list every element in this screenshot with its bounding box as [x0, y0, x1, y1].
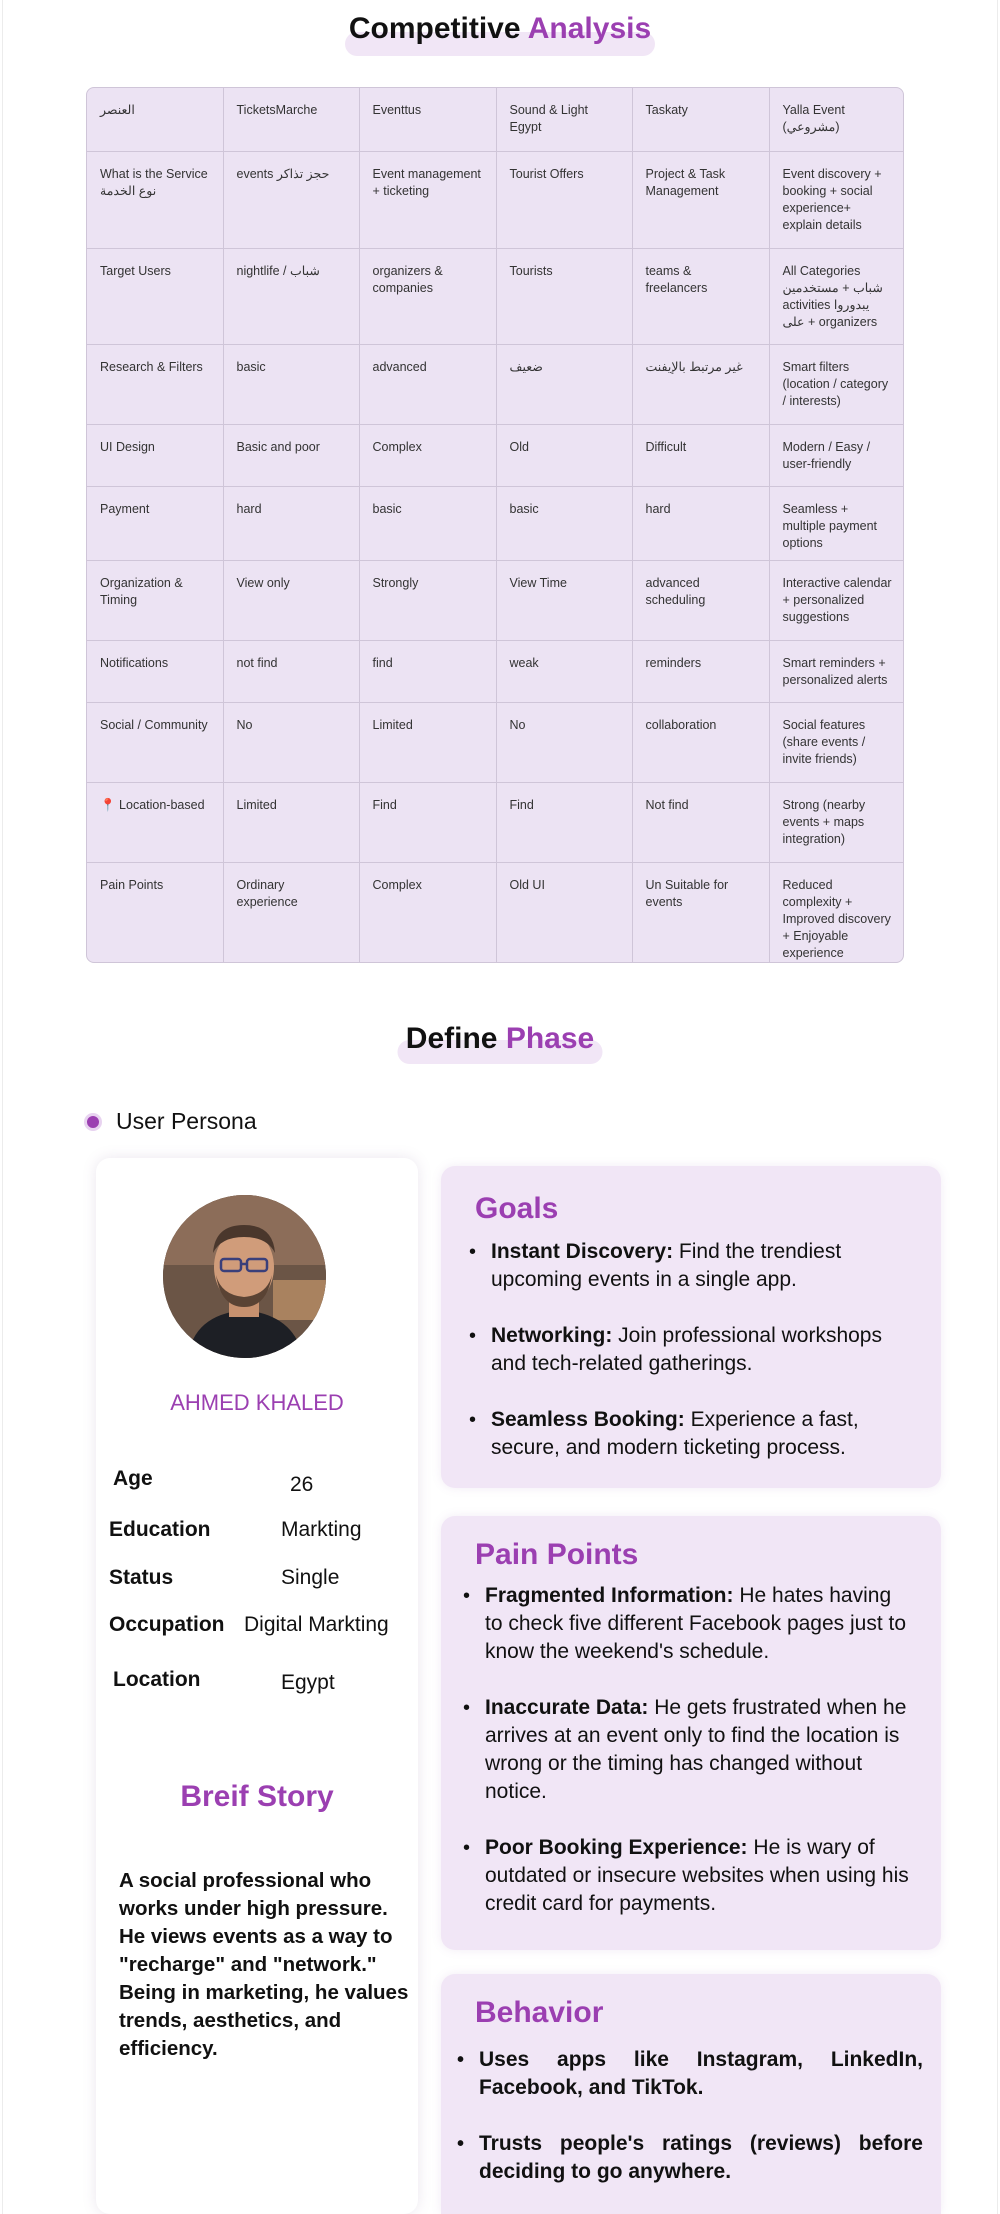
table-cell: Tourist Offers — [496, 151, 632, 248]
list-item: • Trusts people's ratings (reviews) before deciding to go anywhere. — [457, 2130, 923, 2186]
define-phase-title — [0, 1022, 1000, 1056]
avatar-portrait — [163, 1195, 326, 1358]
table-row-label: Pain Points — [87, 862, 223, 963]
list-item — [463, 1834, 913, 1918]
table-cell: Old — [496, 424, 632, 486]
table-row-label: UI Design — [87, 424, 223, 486]
table-cell: Event management + ticketing — [359, 151, 496, 248]
table-cell: Ordinary experience — [223, 862, 359, 963]
table-cell: Seamless + multiple payment options — [769, 486, 904, 560]
table-cell: Smart filters (location / category / interests) — [769, 344, 904, 424]
pain-item-bold: Inaccurate Data: — [485, 1696, 649, 1719]
list-item — [469, 1238, 909, 1294]
competitive-table — [86, 87, 904, 963]
title-word-analysis: Analysis — [527, 12, 652, 45]
goal-item-bold: Seamless Booking: — [491, 1408, 685, 1431]
brief-story-title: Breif Story — [180, 1780, 334, 1813]
table-cell: ضعيف — [496, 344, 632, 424]
table-row — [87, 248, 904, 344]
goals-title: Goals — [475, 1192, 559, 1225]
table-row-label: Organization & Timing — [87, 560, 223, 640]
table-cell: Limited — [359, 702, 496, 782]
table-row — [87, 782, 904, 862]
table-cell: View Time — [496, 560, 632, 640]
persona-name: AHMED KHALED — [170, 1390, 344, 1415]
table-cell: No — [496, 702, 632, 782]
table-cell: organizers & companies — [359, 248, 496, 344]
table-cell: Difficult — [632, 424, 769, 486]
table-cell: find — [359, 640, 496, 702]
user-persona-heading — [84, 1108, 257, 1135]
table-row-label: 📍 Location-based — [87, 782, 223, 862]
behavior-list — [457, 2046, 923, 2186]
table-cell: Basic and poor — [223, 424, 359, 486]
age-label: Age — [113, 1467, 153, 1490]
table-cell: Strong (nearby events + maps integration) — [769, 782, 904, 862]
competitive-analysis-title — [0, 12, 1000, 46]
table-header-cell: Yalla Event (مشروعي) — [769, 88, 904, 151]
table-header-cell: العنصر — [87, 88, 223, 151]
pain-points-list — [463, 1582, 913, 1918]
table-cell: Tourists — [496, 248, 632, 344]
list-item — [469, 1406, 909, 1462]
table-cell: Smart reminders + personalized alerts — [769, 640, 904, 702]
pain-item-bold: Poor Booking Experience: — [485, 1836, 748, 1859]
table-cell: Find — [496, 782, 632, 862]
table-cell: All Categories شباب + مستخدمين activities يبدوروا على + organizers — [769, 248, 904, 344]
table-header-cell: Taskaty — [632, 88, 769, 151]
avatar — [163, 1195, 326, 1358]
occupation-label: Occupation — [109, 1613, 225, 1636]
table-row-label: Payment — [87, 486, 223, 560]
goal-item-bold: Instant Discovery: — [491, 1240, 674, 1263]
table-cell: Not find — [632, 782, 769, 862]
table-cell: Modern / Easy / user-friendly — [769, 424, 904, 486]
table-cell: Un Suitable for events — [632, 862, 769, 963]
table-header-cell: Eventtus — [359, 88, 496, 151]
table-cell: nightlife / شباب — [223, 248, 359, 344]
table-cell: Event discovery + booking + social experience+ explain details — [769, 151, 904, 248]
user-persona-label: User Persona — [116, 1108, 257, 1134]
title-word-define: Define — [405, 1022, 506, 1055]
brief-story-text: A social professional who works under high pressure. He views events as a way to "recharge" and "network." Being in marketing, he values trends, aesthetics, and efficiency. — [119, 1869, 409, 2060]
table-row — [87, 862, 904, 963]
table-row-label: Social / Community — [87, 702, 223, 782]
table-row — [87, 424, 904, 486]
table-cell: Interactive calendar + personalized suggestions — [769, 560, 904, 640]
table-row — [87, 640, 904, 702]
table-cell: hard — [223, 486, 359, 560]
table-cell: basic — [496, 486, 632, 560]
table-cell: hard — [632, 486, 769, 560]
location-value: Egypt — [281, 1671, 335, 1694]
table-cell: advanced — [359, 344, 496, 424]
table-header-row — [87, 88, 904, 151]
table-cell: Project & Task Management — [632, 151, 769, 248]
list-item — [463, 1694, 913, 1806]
table-cell: Reduced complexity + Improved discovery + Enjoyable experience — [782, 877, 891, 960]
table-cell: not find — [223, 640, 359, 702]
pain-item-text: He gets frustrated when he arrives at an event only to find the location is wrong or the timing has changed without notice. — [485, 1696, 907, 1803]
bullet-dot-icon — [84, 1113, 102, 1131]
education-value: Markting — [281, 1518, 362, 1541]
table-header-cell: Sound & Light Egypt — [496, 88, 632, 151]
table-cell: events حجز تذاكر — [223, 151, 359, 248]
pain-item-bold: Fragmented Information: — [485, 1584, 734, 1607]
table-cell: View only — [223, 560, 359, 640]
table-row — [87, 486, 904, 560]
table-row — [87, 702, 904, 782]
table-cell: Strongly — [359, 560, 496, 640]
table-cell: advanced scheduling — [632, 560, 769, 640]
table-cell: Find — [359, 782, 496, 862]
goal-item-bold: Networking: — [491, 1324, 613, 1347]
pain-item-text: He is wary of outdated or insecure websites when using his credit card for payments. — [485, 1836, 909, 1915]
pain-item-text: He hates having to check five different Facebook pages just to know the weekend's schedule. — [485, 1584, 907, 1663]
table-cell: غير مرتبط بالإيفنت — [632, 344, 769, 424]
table-row — [87, 151, 904, 248]
occupation-value: Digital Markting — [244, 1613, 389, 1636]
table-row-label: Research & Filters — [87, 344, 223, 424]
table-row-label: What is the Service نوع الخدمة — [87, 151, 223, 248]
table-row-label: Target Users — [87, 248, 223, 344]
goals-card — [441, 1166, 941, 1488]
table-row — [87, 560, 904, 640]
behavior-title: Behavior — [475, 1996, 604, 2029]
table-cell: reminders — [632, 640, 769, 702]
goal-item-text: Join professional workshops and tech-related gatherings. — [491, 1324, 882, 1375]
pain-points-card — [441, 1516, 941, 1950]
goal-item-text: Find the trendiest upcoming events in a single app. — [491, 1240, 842, 1291]
table-cell: Old UI — [496, 862, 632, 963]
goals-list — [469, 1238, 909, 1462]
list-item — [469, 1322, 909, 1378]
status-value: Single — [281, 1566, 340, 1589]
goal-item-text: Experience a fast, secure, and modern ticketing process. — [491, 1408, 859, 1459]
list-item: • Uses apps like Instagram, LinkedIn, Facebook, and TikTok. — [457, 2046, 923, 2102]
table-cell: weak — [496, 640, 632, 702]
pain-points-title: Pain Points — [475, 1538, 639, 1571]
table-cell: basic — [223, 344, 359, 424]
table-cell: Complex — [359, 424, 496, 486]
age-value: 26 — [290, 1473, 314, 1496]
behavior-card — [441, 1974, 941, 2214]
table-cell: Complex — [359, 862, 496, 963]
table-row — [87, 344, 904, 424]
title-word-phase: Phase — [505, 1022, 595, 1055]
title-word-competitive: Competitive — [348, 12, 528, 45]
location-label: Location — [113, 1668, 201, 1691]
table-cell: collaboration — [632, 702, 769, 782]
education-label: Education — [109, 1518, 211, 1541]
table-row-label: Notifications — [87, 640, 223, 702]
status-label: Status — [109, 1566, 174, 1589]
table-cell: Limited — [223, 782, 359, 862]
table-cell: basic — [359, 486, 496, 560]
table-cell: No — [223, 702, 359, 782]
table-cell: Social features (share events / invite friends) — [769, 702, 904, 782]
table-header-cell: TicketsMarche — [223, 88, 359, 151]
table-cell: teams & freelancers — [632, 248, 769, 344]
list-item — [463, 1582, 913, 1666]
